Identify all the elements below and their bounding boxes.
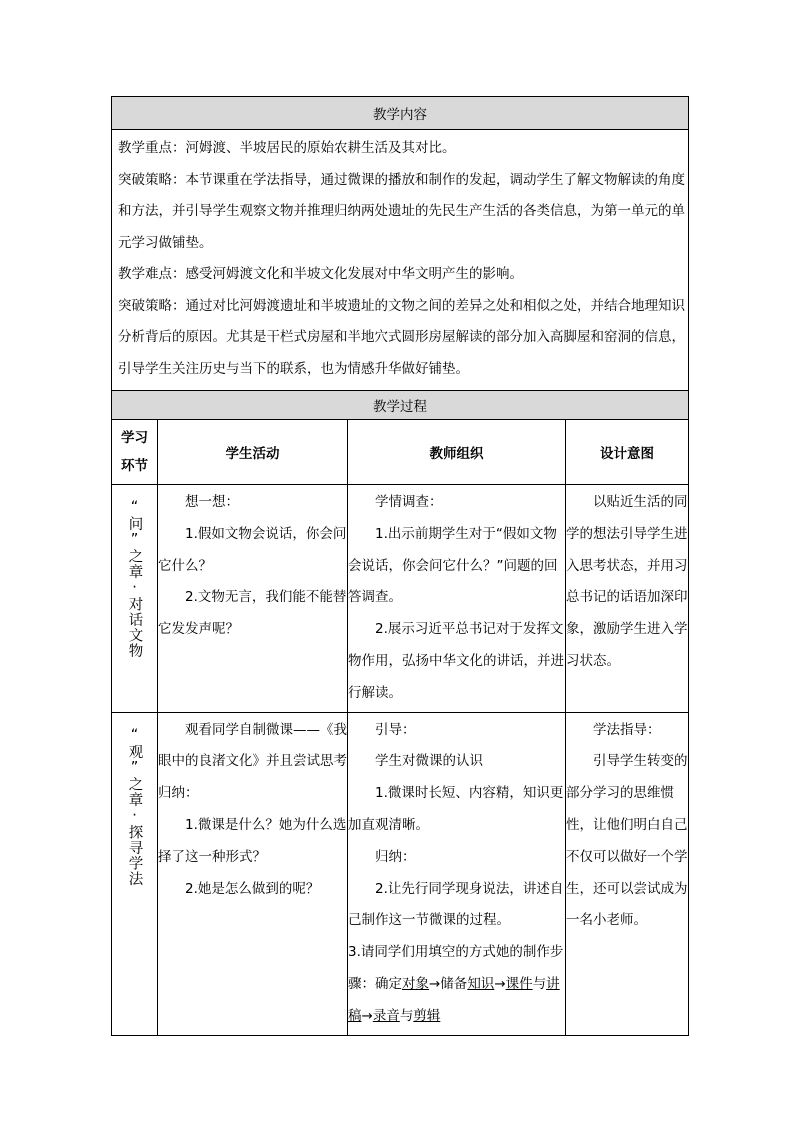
design-intent-cell: [566, 712, 689, 1035]
design-intent-title: 学法指导：: [593, 721, 661, 738]
teacher-organization-line: 2.让先行同学现身说法，讲述自己制作这一节微课的过程。: [348, 880, 564, 929]
strategy-one: 突破策略：本节课重在学法指导，通过微课的播放和制作的发起，调动学生了解文物解读的角度和方法，并引导学生观察文物并推理归纳两处遗址的先民生产生活的各类信息，为第一单元的单元学习做铺垫。: [118, 171, 685, 251]
step-blank: 知识: [467, 975, 495, 992]
student-activity-line: 想一想：: [185, 494, 239, 510]
teacher-organization-line: 3.请同学们用填空的方式她的制作步骤：: [348, 944, 564, 992]
student-activity-line: 2.她是怎么做到的呢？: [185, 880, 320, 897]
student-activity-cell: [158, 712, 348, 1035]
design-intent-text: 以贴近生活的同学的想法引导学生进入思考状态，并用习总书记的话语加深印象，激励学生进入学习状态。: [566, 494, 688, 669]
step-blank: 对象: [402, 975, 429, 992]
student-activity-line: 1.假如文物会说话，你会问它什么？: [158, 525, 347, 574]
teacher-organization-line: 引导：: [375, 721, 416, 738]
column-header-design: 设计意图: [566, 420, 689, 485]
teaching-content-header: 教学内容: [112, 97, 689, 130]
column-header-teacher: 教师组织: [348, 420, 566, 485]
stage-cell: [112, 485, 158, 713]
student-activity-cell: [158, 485, 348, 713]
teaching-process-header: 教学过程: [112, 391, 689, 420]
teacher-organization-cell: [348, 712, 566, 1035]
student-activity-line: 观看同学自制微课——《我眼中的良渚文化》并且尝试思考归纳：: [158, 721, 347, 802]
teacher-organization-line: 学情调查：: [375, 494, 443, 510]
teacher-organization-line: 归纳：: [375, 848, 416, 865]
step-blank: 讲稿: [348, 975, 560, 1024]
column-header-stage-text: 学习环节: [121, 430, 148, 474]
key-points: 教学重点：河姆渡、半坡居民的原始农耕生活及其对比。: [118, 140, 456, 156]
step-text: 与: [399, 1007, 414, 1024]
teacher-organization-steps: [348, 937, 565, 1032]
design-intent-cell: [566, 485, 689, 713]
column-header-student: 学生活动: [158, 420, 348, 485]
student-activity-line: 2.文物无言，我们能不能替它发发声呢？: [158, 589, 347, 638]
stage-label: “观”之章·探寻学法: [126, 726, 143, 887]
column-header-stage: [112, 420, 158, 485]
step-text: →: [494, 975, 506, 992]
step-text: 与: [532, 975, 547, 992]
stage-cell: [112, 712, 158, 1035]
step-text: 确定: [375, 975, 402, 992]
teacher-organization-line: 2.展示习近平总书记对于发挥文物作用，弘扬中华文化的讲话，并进行解读。: [348, 621, 564, 701]
strategy-two: 突破策略：通过对比河姆渡遗址和半坡遗址的文物之间的差异之处和相似之处，并结合地理知识分析背后的原因。尤其是干栏式房屋和半地穴式圆形房屋解读的部分加入高脚屋和窑洞的信息，引导学生关注历史与当下的联系，也为情感升华做好铺垫。: [118, 297, 685, 377]
student-activity-line: 1.微课是什么？她为什么选择了这一种形式？: [158, 816, 347, 865]
difficulty: 教学难点：感受河姆渡文化和半坡文化发展对中华文明产生的影响。: [118, 266, 523, 282]
step-text: →储备: [429, 975, 468, 992]
teacher-organization-line: 学生对微课的认识: [375, 753, 483, 770]
lesson-plan-page: [111, 96, 688, 1036]
step-blank: 课件: [505, 975, 533, 992]
step-text: →: [361, 1007, 373, 1024]
teacher-organization-cell: [348, 485, 566, 713]
design-intent-text: 引导学生转变的部分学习的思维惯性，让他们明白自己不仅可以做好一个学生，还可以尝试成为一名小老师。: [566, 753, 688, 929]
step-blank: 录音: [372, 1007, 400, 1024]
step-blank: 剪辑: [413, 1007, 441, 1024]
stage-label: “问”之章·对话文物: [126, 499, 143, 659]
teacher-organization-line: 1.出示前期学生对于“假如文物会说话，你会问它什么？”问题的回答调查。: [348, 525, 558, 606]
lesson-plan-table: [111, 96, 689, 1036]
teacher-organization-line: 1.微课时长短、内容精，知识更加直观清晰。: [348, 785, 564, 833]
teaching-content-cell: [112, 130, 689, 391]
